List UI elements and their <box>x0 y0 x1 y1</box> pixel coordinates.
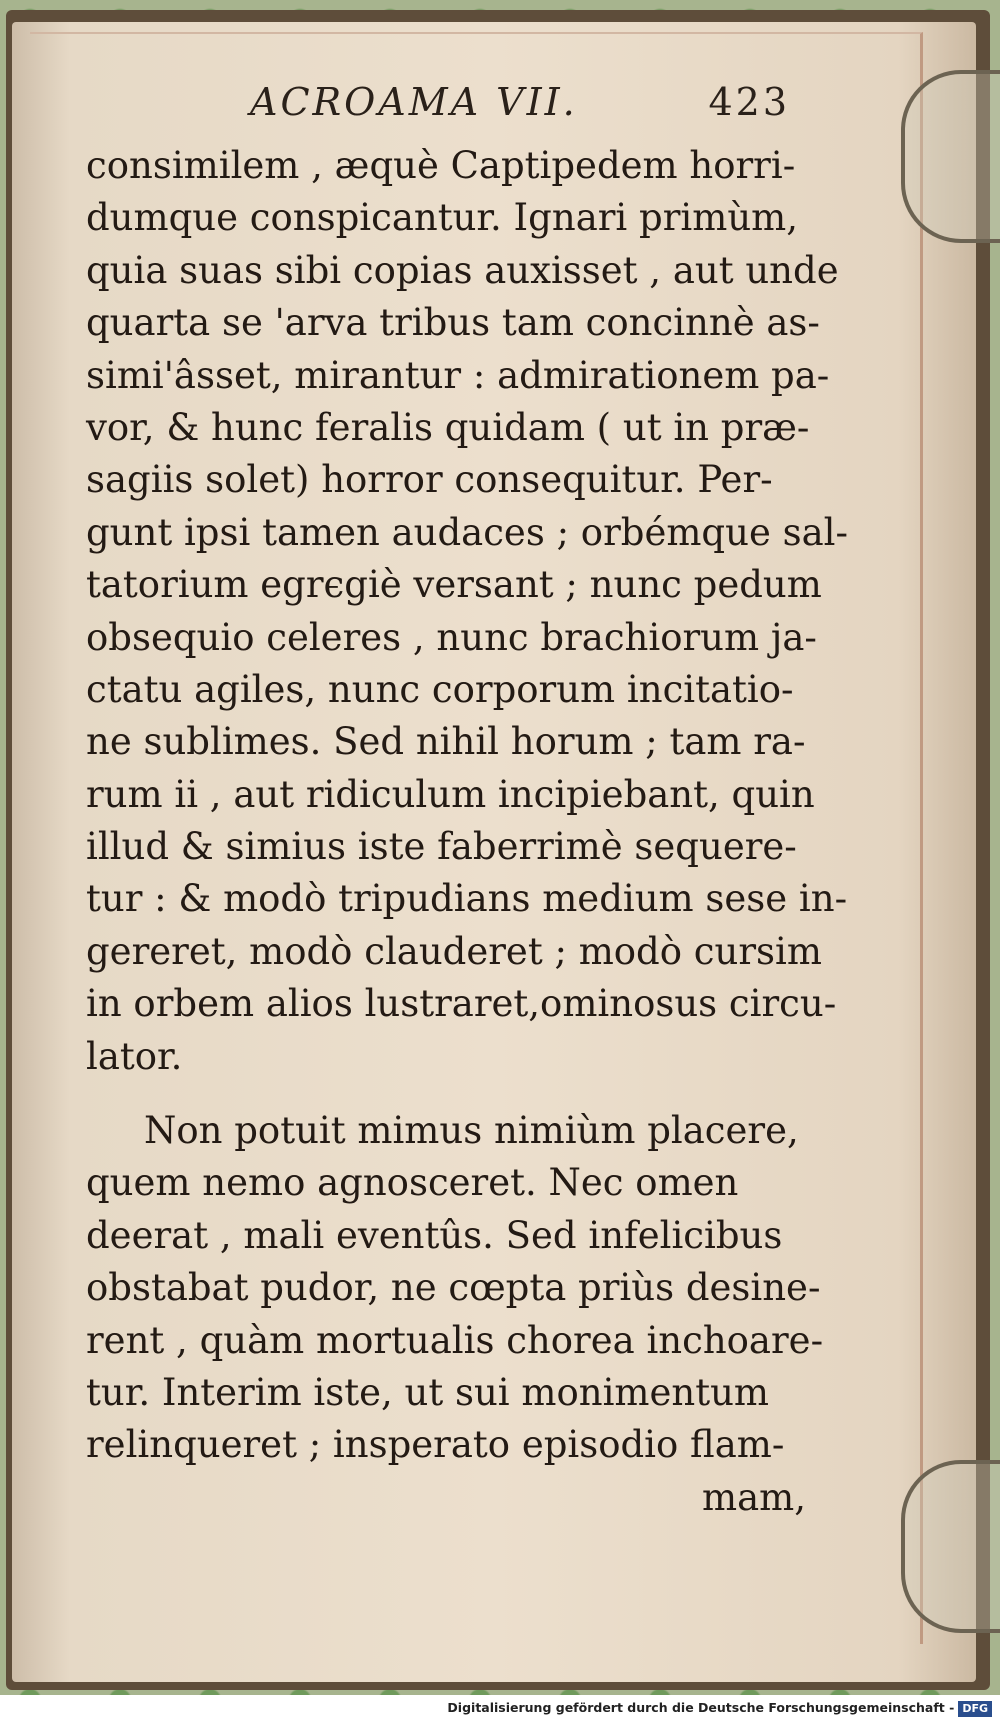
catchword: mam, <box>702 1475 806 1519</box>
text-line: consimilem , æquè Captipedem horri- <box>86 144 796 187</box>
text-line: deerat , mali eventûs. Sed infelicibus <box>86 1213 783 1257</box>
text-line: tur. Interim iste, ut sui monimentum <box>86 1370 770 1414</box>
text-line: lator. <box>86 1034 183 1078</box>
text-line: sagiis solet) horror consequitur. Per- <box>86 458 773 502</box>
paragraph-first-line: Non potuit mimus nimiùm placere, <box>144 1109 799 1153</box>
running-header <box>250 80 790 140</box>
text-line: quia suas sibi copias auxisset , aut unde <box>86 248 839 292</box>
text-line: quem nemo agnosceret. Nec omen <box>86 1161 739 1205</box>
digitization-footer <box>0 1695 1000 1721</box>
text-line: ne sublimes. Sed nihil horum ; tam ra- <box>86 720 806 764</box>
text-line: rum ii , aut ridiculum incipiebant, quin <box>86 772 815 816</box>
dfg-logo: DFG <box>958 1701 992 1717</box>
text-line: gereret, modò clauderet ; modò cursim <box>86 929 822 973</box>
text-line: obstabat pudor, ne cœpta priùs desine- <box>86 1266 821 1310</box>
text-line: quarta se 'arva tribus tam concinnè as- <box>86 301 820 345</box>
text-line: obsequio celeres , nunc brachiorum ja- <box>86 615 817 659</box>
page-number: 423 <box>708 80 790 124</box>
text-line: rent , quàm mortualis chorea inchoare- <box>86 1318 824 1362</box>
text-line: vor, & hunc feralis quidam ( ut in præ- <box>86 405 810 449</box>
text-line: in orbem alios lustraret,ominosus circu- <box>86 982 837 1026</box>
text-line: simi'âsset, mirantur : admirationem pa- <box>86 353 830 397</box>
text-line: tatorium egrϵgiè versant ; nunc pedum <box>86 563 822 607</box>
text-line: ctatu agiles, nunc corporum incitatio- <box>86 667 794 711</box>
clasp-top-icon <box>901 70 1000 243</box>
text-line: illud & simius iste faberrimè sequere- <box>86 825 797 869</box>
running-title: ACROAMA VII. <box>250 80 578 124</box>
text-line: gunt ipsi tamen audaces ; orbémque sal- <box>86 510 848 554</box>
clasp-bottom-icon <box>901 1460 1000 1633</box>
body-text <box>86 140 848 1524</box>
text-line: tur : & modò tripudians medium sese in- <box>86 877 848 921</box>
text-line: dumque conspicantur. Ignari primùm, <box>86 196 798 240</box>
footer-text: Digitalisierung gefördert durch die Deutsche Forschungsgemeinschaft - <box>447 1700 955 1715</box>
text-line: relinqueret ; insperato episodio flam- <box>86 1423 785 1467</box>
